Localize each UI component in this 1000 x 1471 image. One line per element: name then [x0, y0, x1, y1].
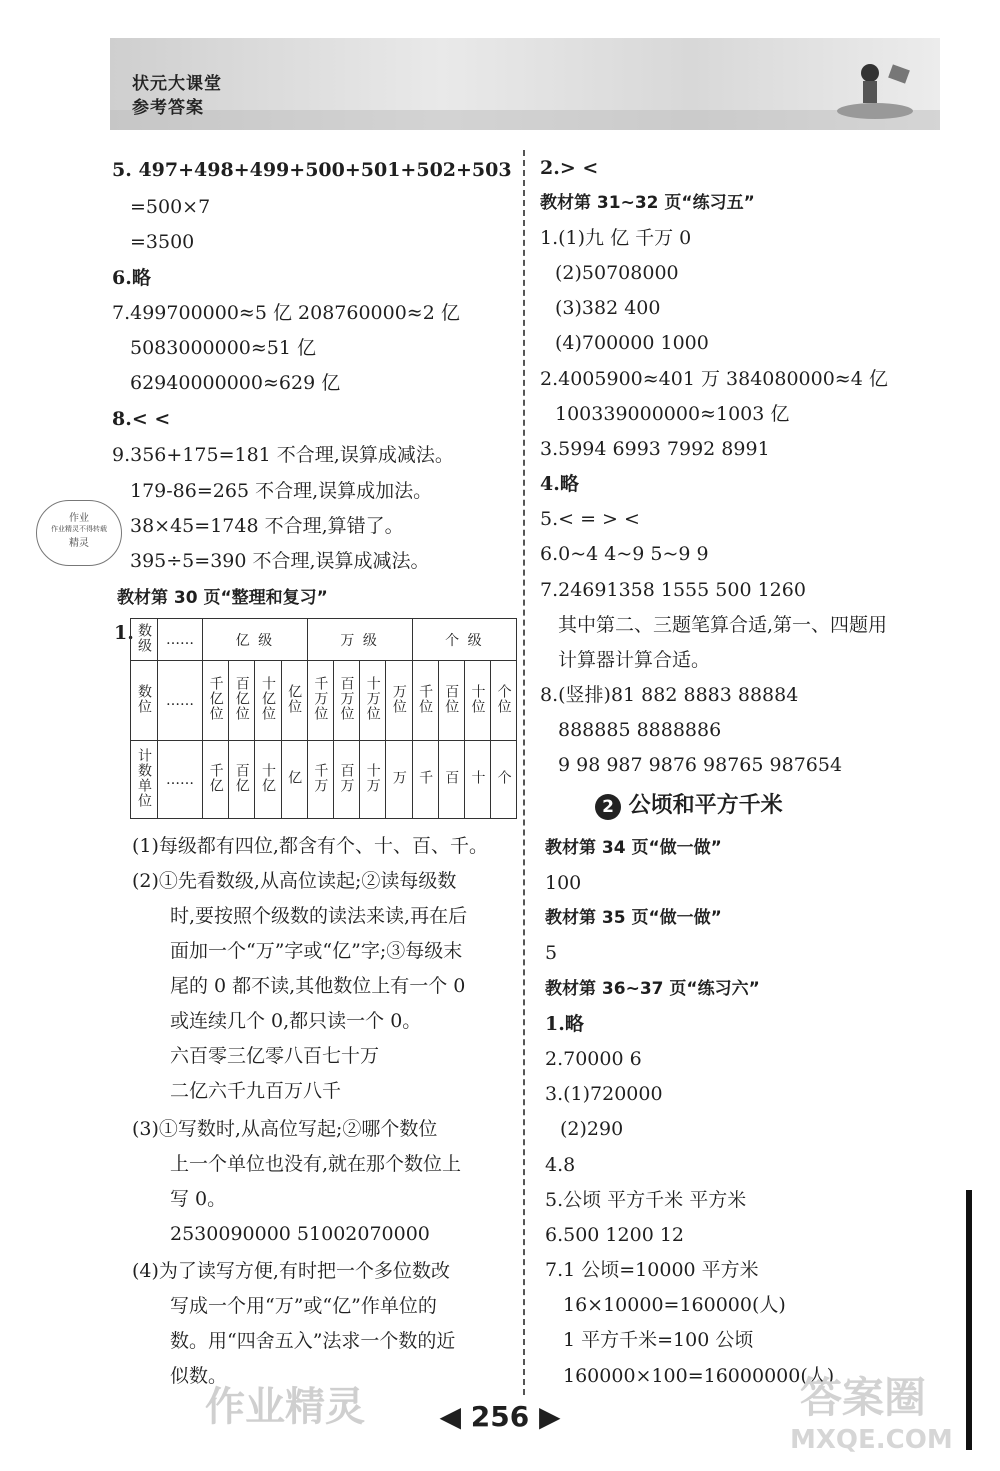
brand-line2: 参考答案: [132, 98, 204, 118]
answer-line: 1.(1)九 亿 千万 0: [540, 227, 692, 249]
table-row: [131, 741, 517, 819]
brand-line1: 状元大课堂: [132, 74, 222, 94]
answer-line: 6.500 1200 12: [545, 1224, 685, 1246]
position-label: 千位: [417, 683, 434, 714]
answer-line: (4)700000 1000: [555, 332, 709, 354]
table-cell: [438, 661, 464, 741]
answer-line: 7.499700000≈5 亿 208760000≈2 亿: [112, 302, 460, 324]
table-cell: [281, 741, 307, 819]
table-row: [131, 661, 517, 741]
answer-line: 100339000000≈1003 亿: [555, 403, 790, 425]
chapter-heading: [595, 788, 783, 820]
answer-line: (4)为了读写方便,有时把一个多位数改: [132, 1260, 450, 1282]
table-cell: [360, 741, 386, 819]
unit-label: 百万: [338, 762, 355, 793]
table-cell: [158, 741, 203, 819]
answer-line: 38×45=1748 不合理,算错了。: [130, 515, 404, 537]
table-cell: [229, 741, 255, 819]
answer-line: =3500: [130, 231, 195, 253]
answer-line: 其中第二、三题笔算合适,第一、四题用: [558, 614, 888, 636]
table-cell: [491, 661, 517, 741]
table-cell: [158, 619, 203, 661]
answer-line: =500×7: [130, 196, 211, 218]
answer-line: 时,要按照个级数的读法来读,再在后: [170, 905, 468, 927]
unit-label: 百亿: [233, 762, 250, 793]
stamp-line: 作业精灵不得转载: [51, 525, 107, 533]
unit-label: 万: [390, 770, 407, 785]
group-label: 万 级: [340, 632, 379, 649]
table-cell: [203, 661, 229, 741]
position-label: 千万位: [312, 676, 329, 721]
position-label: 千亿位: [207, 676, 224, 721]
unit-label: 亿: [286, 770, 303, 785]
answer-line: 3.5994 6993 7992 8991: [540, 438, 770, 460]
row-label: 数级: [136, 622, 152, 653]
table-cell: [131, 661, 158, 741]
ellipsis: ……: [166, 631, 194, 648]
answer-line: 395÷5=390 不合理,误算成减法。: [130, 550, 430, 572]
answer-line: 888885 8888886: [558, 719, 722, 741]
answer-line: 或连续几个 0,都只读一个 0。: [170, 1010, 422, 1032]
position-label: 万位: [390, 683, 407, 714]
position-label: 个位: [495, 683, 512, 714]
answer-line: 数。用“四舍五入”法求一个数的近: [170, 1330, 456, 1352]
table-cell: [158, 661, 203, 741]
answer-line: (1)每级都有四位,都含有个、十、百、千。: [132, 835, 488, 857]
unit-label: 千: [417, 770, 434, 785]
watermark-url: MXQE.COM: [790, 1425, 953, 1455]
answer-line: 二亿六千九百万八千: [170, 1080, 342, 1102]
answer-line: 2.70000 6: [545, 1048, 642, 1070]
unit-label: 十亿: [259, 762, 276, 793]
answer-line: 8.(竖排)81 882 8883 88884: [540, 684, 799, 706]
number-place-table: [130, 618, 517, 819]
group-label: 亿 级: [235, 632, 275, 649]
table-row: [131, 619, 517, 661]
section-heading: 教材第 35 页“做一做”: [545, 908, 722, 928]
table-cell: [255, 661, 281, 741]
chapter-title: 公顷和平方千米: [628, 793, 783, 818]
answer-line: (2)①先看数级,从高位读起;②读每级数: [132, 870, 457, 892]
position-label: 十位: [469, 683, 486, 714]
answer-line: 7.24691358 1555 500 1260: [540, 579, 806, 601]
answer-line: (3)382 400: [555, 297, 661, 319]
answer-line: 2.> <: [540, 157, 599, 179]
answer-line: 上一个单位也没有,就在那个数位上: [170, 1153, 462, 1175]
answer-line: 62940000000≈629 亿: [130, 372, 341, 394]
table-cell: [386, 661, 412, 741]
table-cell: [333, 741, 359, 819]
brand-label: [132, 72, 222, 120]
answer-line: 六百零三亿零八百七十万: [170, 1045, 380, 1067]
answer-line: 5.< = > <: [540, 508, 640, 530]
prev-arrow-icon: ◀: [439, 1400, 462, 1433]
row-label: 计数单位: [136, 747, 152, 808]
unit-label: 千万: [312, 762, 329, 793]
position-label: 百万位: [338, 676, 355, 721]
answer-line: 1.略: [545, 1013, 584, 1035]
answer-line: 2530090000 51002070000: [170, 1223, 430, 1245]
answer-line: 100: [545, 872, 582, 894]
table-cell: [131, 619, 158, 661]
position-label: 十万位: [364, 676, 381, 721]
question-1-number: 1.: [114, 622, 134, 644]
section-heading: 教材第 31~32 页“练习五”: [540, 193, 755, 213]
answer-line: 160000×100=16000000(人): [563, 1365, 835, 1387]
table-cell: [464, 661, 490, 741]
answer-line: 5. 497+498+499+500+501+502+503: [112, 159, 512, 181]
table-cell: [307, 619, 412, 661]
position-label: 亿位: [286, 683, 303, 714]
table-cell: [412, 741, 438, 819]
answer-line: 3.(1)720000: [545, 1083, 663, 1105]
chapter-number-badge: 2: [595, 794, 621, 820]
table-cell: [412, 619, 517, 661]
answer-line: 计算器计算合适。: [558, 649, 711, 671]
answer-line: (3)①写数时,从高位写起;②哪个数位: [132, 1118, 438, 1140]
unit-label: 百: [443, 770, 460, 785]
table-cell: [131, 741, 158, 819]
answer-line: 7.1 公顷=10000 平方米: [545, 1259, 759, 1281]
stamp-logo: [36, 500, 122, 566]
answer-line: 8.< <: [112, 408, 171, 430]
answer-line: 16×10000=160000(人): [563, 1294, 786, 1316]
table-cell: [307, 661, 333, 741]
section-heading-review: 教材第 30 页“整理和复习”: [117, 588, 328, 608]
answer-line: 面加一个“万”字或“亿”字;③每级末: [170, 940, 463, 962]
ellipsis: ……: [166, 771, 194, 788]
answer-line: (2)50708000: [555, 262, 679, 284]
watermark-right: 答案圈: [800, 1373, 927, 1422]
table-cell: [229, 661, 255, 741]
scan-edge: [966, 1190, 972, 1450]
row-label: 数位: [136, 683, 152, 714]
answer-line: 4.略: [540, 473, 579, 495]
unit-label: 千亿: [207, 762, 224, 793]
unit-label: 十万: [364, 762, 381, 793]
page-number-value: 256: [470, 1400, 530, 1433]
table-cell: [412, 661, 438, 741]
section-heading: 教材第 34 页“做一做”: [545, 838, 722, 858]
table-cell: [255, 741, 281, 819]
next-arrow-icon: ▶: [538, 1400, 561, 1433]
column-divider: [523, 150, 525, 1395]
stamp-line: 作业: [69, 513, 89, 524]
answer-line: 写成一个用“万”或“亿”作单位的: [170, 1295, 437, 1317]
group-label: 个 级: [445, 632, 484, 649]
position-label: 十亿位: [259, 676, 276, 721]
answer-line: 9 98 987 9876 98765 987654: [558, 754, 843, 776]
table-cell: [464, 741, 490, 819]
table-cell: [386, 741, 412, 819]
table-cell: [281, 661, 307, 741]
table-cell: [438, 741, 464, 819]
table-cell: [203, 619, 308, 661]
table-cell: [360, 661, 386, 741]
table-cell: [491, 741, 517, 819]
answer-line: 4.8: [545, 1154, 576, 1176]
answer-line: 9.356+175=181 不合理,误算成减法。: [112, 444, 454, 466]
answer-line: (2)290: [560, 1118, 624, 1140]
answer-line: 写 0。: [170, 1188, 227, 1210]
table-cell: [203, 741, 229, 819]
header-banner: [110, 38, 940, 130]
answer-line: 179-86=265 不合理,误算成加法。: [130, 480, 433, 502]
unit-label: 个: [495, 770, 512, 785]
unit-label: 十: [469, 770, 486, 785]
ellipsis: ……: [166, 692, 194, 709]
position-label: 百亿位: [233, 676, 250, 721]
answer-line: 5083000000≈51 亿: [130, 337, 317, 359]
answer-line: 6.0~4 4~9 5~9 9: [540, 543, 709, 565]
stamp-line: 精灵: [69, 538, 89, 549]
table-cell: [307, 741, 333, 819]
position-label: 百位: [443, 683, 460, 714]
section-heading: 教材第 36~37 页“练习六”: [545, 979, 760, 999]
answer-line: 2.4005900≈401 万 384080000≈4 亿: [540, 368, 888, 390]
answer-line: 尾的 0 都不读,其他数位上有一个 0: [170, 975, 466, 997]
answer-line: 6.略: [112, 267, 151, 289]
table-cell: [333, 661, 359, 741]
watermark-left: 作业精灵: [205, 1384, 365, 1430]
answer-line: 5.公顷 平方千米 平方米: [545, 1189, 747, 1211]
mascot-icon: [830, 55, 920, 125]
answer-line: 5: [545, 942, 558, 964]
answer-line: 1 平方千米=100 公顷: [563, 1329, 754, 1351]
answer-line: 似数。: [170, 1365, 228, 1387]
